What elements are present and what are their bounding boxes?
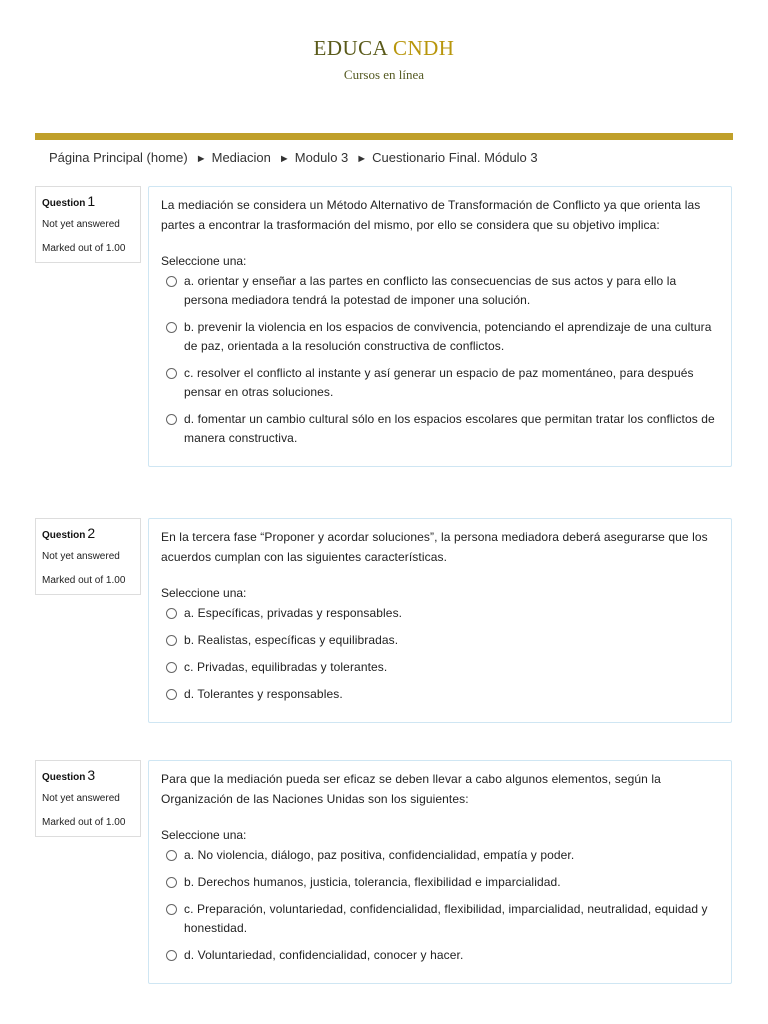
radio-button[interactable] bbox=[166, 368, 177, 379]
radio-button[interactable] bbox=[166, 689, 177, 700]
breadcrumb-separator-icon: ► bbox=[278, 153, 290, 165]
answer-option-a[interactable] bbox=[161, 272, 719, 310]
question-label: Question bbox=[42, 530, 86, 541]
site-title-educa: EDUCA bbox=[313, 36, 388, 60]
question-number-value: 2 bbox=[87, 525, 96, 541]
breadcrumb-separator-icon: ► bbox=[356, 153, 368, 165]
question-number-value: 1 bbox=[87, 193, 96, 209]
radio-button[interactable] bbox=[166, 950, 177, 961]
answer-prompt: Seleccione una: bbox=[161, 586, 247, 600]
site-title[interactable] bbox=[0, 36, 768, 61]
breadcrumb-home[interactable]: Página Principal (home) bbox=[49, 150, 188, 165]
answer-option-label[interactable]: b. prevenir la violencia en los espacios de convivencia, potenciando el aprendizaje de una cultura de paz, orientada a la resolución constructiva de conflictos. bbox=[184, 320, 712, 353]
question-number bbox=[42, 767, 134, 783]
answer-option-label[interactable]: c. Privadas, equilibradas y tolerantes. bbox=[184, 660, 388, 674]
answer-option-label[interactable]: c. Preparación, voluntariedad, confidencialidad, flexibilidad, imparcialidad, neutralidad, equidad y honestidad. bbox=[184, 902, 708, 935]
breadcrumb bbox=[49, 150, 739, 165]
radio-button[interactable] bbox=[166, 635, 177, 646]
radio-button[interactable] bbox=[166, 322, 177, 333]
answer-option-label[interactable]: d. Tolerantes y responsables. bbox=[184, 687, 343, 701]
answer-option-d[interactable] bbox=[161, 410, 719, 448]
question-state: Not yet answered bbox=[42, 551, 120, 562]
answer-option-a[interactable] bbox=[161, 604, 719, 623]
answer-option-label[interactable]: c. resolver el conflicto al instante y así generar un espacio de paz momentáneo, para después pensar en otras soluciones. bbox=[184, 366, 694, 399]
question-number bbox=[42, 525, 134, 541]
question-label: Question bbox=[42, 198, 86, 209]
question-2-info bbox=[35, 518, 141, 595]
question-3-content bbox=[148, 760, 732, 984]
answer-option-label[interactable]: d. fomentar un cambio cultural sólo en los espacios escolares que permitan tratar los conflictos de manera constructiva. bbox=[184, 412, 715, 445]
answer-prompt: Seleccione una: bbox=[161, 254, 247, 268]
question-text: Para que la mediación pueda ser eficaz se deben llevar a cabo algunos elementos, según la Organización de las Naciones Unidas son los siguientes: bbox=[161, 772, 661, 806]
question-1-content bbox=[148, 186, 732, 467]
answer-option-d[interactable] bbox=[161, 685, 719, 704]
question-number-value: 3 bbox=[87, 767, 96, 783]
radio-button[interactable] bbox=[166, 608, 177, 619]
question-grade: Marked out of 1.00 bbox=[42, 575, 126, 586]
answer-option-label[interactable]: a. No violencia, diálogo, paz positiva, confidencialidad, empatía y poder. bbox=[184, 848, 575, 862]
question-label: Question bbox=[42, 772, 86, 783]
answer-prompt: Seleccione una: bbox=[161, 828, 247, 842]
radio-button[interactable] bbox=[166, 414, 177, 425]
answer-option-label[interactable]: b. Derechos humanos, justicia, tolerancia, flexibilidad e imparcialidad. bbox=[184, 875, 561, 889]
breadcrumb-cuestionario[interactable]: Cuestionario Final. Módulo 3 bbox=[372, 150, 538, 165]
radio-button[interactable] bbox=[166, 904, 177, 915]
answer-option-c[interactable] bbox=[161, 364, 719, 402]
question-3-info bbox=[35, 760, 141, 837]
answer-option-c[interactable] bbox=[161, 900, 719, 938]
breadcrumb-mediacion[interactable]: Mediacion bbox=[211, 150, 271, 165]
question-grade: Marked out of 1.00 bbox=[42, 817, 126, 828]
answer-option-b[interactable] bbox=[161, 631, 719, 650]
question-state: Not yet answered bbox=[42, 219, 120, 230]
question-grade: Marked out of 1.00 bbox=[42, 243, 126, 254]
answer-option-b[interactable] bbox=[161, 318, 719, 356]
answer-option-label[interactable]: b. Realistas, específicas y equilibradas. bbox=[184, 633, 399, 647]
question-state: Not yet answered bbox=[42, 793, 120, 804]
question-text: En la tercera fase “Proponer y acordar soluciones”, la persona mediadora deberá asegurarse que los acuerdos cumplan con las siguientes características. bbox=[161, 530, 708, 564]
answer-option-a[interactable] bbox=[161, 846, 719, 865]
gold-divider bbox=[35, 133, 733, 140]
radio-button[interactable] bbox=[166, 662, 177, 673]
answer-option-d[interactable] bbox=[161, 946, 719, 965]
answer-option-label[interactable]: a. orientar y enseñar a las partes en conflicto las consecuencias de sus actos y para ello la persona mediadora tendrá la potestad de imponer una solución. bbox=[184, 274, 677, 307]
site-subtitle: Cursos en línea bbox=[343, 67, 425, 82]
site-header bbox=[0, 0, 768, 100]
breadcrumb-separator-icon: ► bbox=[195, 153, 207, 165]
question-1-info bbox=[35, 186, 141, 263]
question-number bbox=[42, 193, 134, 209]
answer-option-c[interactable] bbox=[161, 658, 719, 677]
answer-option-label[interactable]: a. Específicas, privadas y responsables. bbox=[184, 606, 403, 620]
radio-button[interactable] bbox=[166, 850, 177, 861]
question-2-content bbox=[148, 518, 732, 723]
answer-option-label[interactable]: d. Voluntariedad, confidencialidad, conocer y hacer. bbox=[184, 948, 464, 962]
answer-option-b[interactable] bbox=[161, 873, 719, 892]
question-text: La mediación se considera un Método Alternativo de Transformación de Conflicto ya que orienta las partes a encontrar la trasformación del mismo, por ello se considera que su objetivo implica: bbox=[161, 198, 701, 232]
radio-button[interactable] bbox=[166, 877, 177, 888]
radio-button[interactable] bbox=[166, 276, 177, 287]
site-title-cndh: CNDH bbox=[392, 36, 455, 60]
breadcrumb-modulo-3[interactable]: Modulo 3 bbox=[294, 150, 349, 165]
